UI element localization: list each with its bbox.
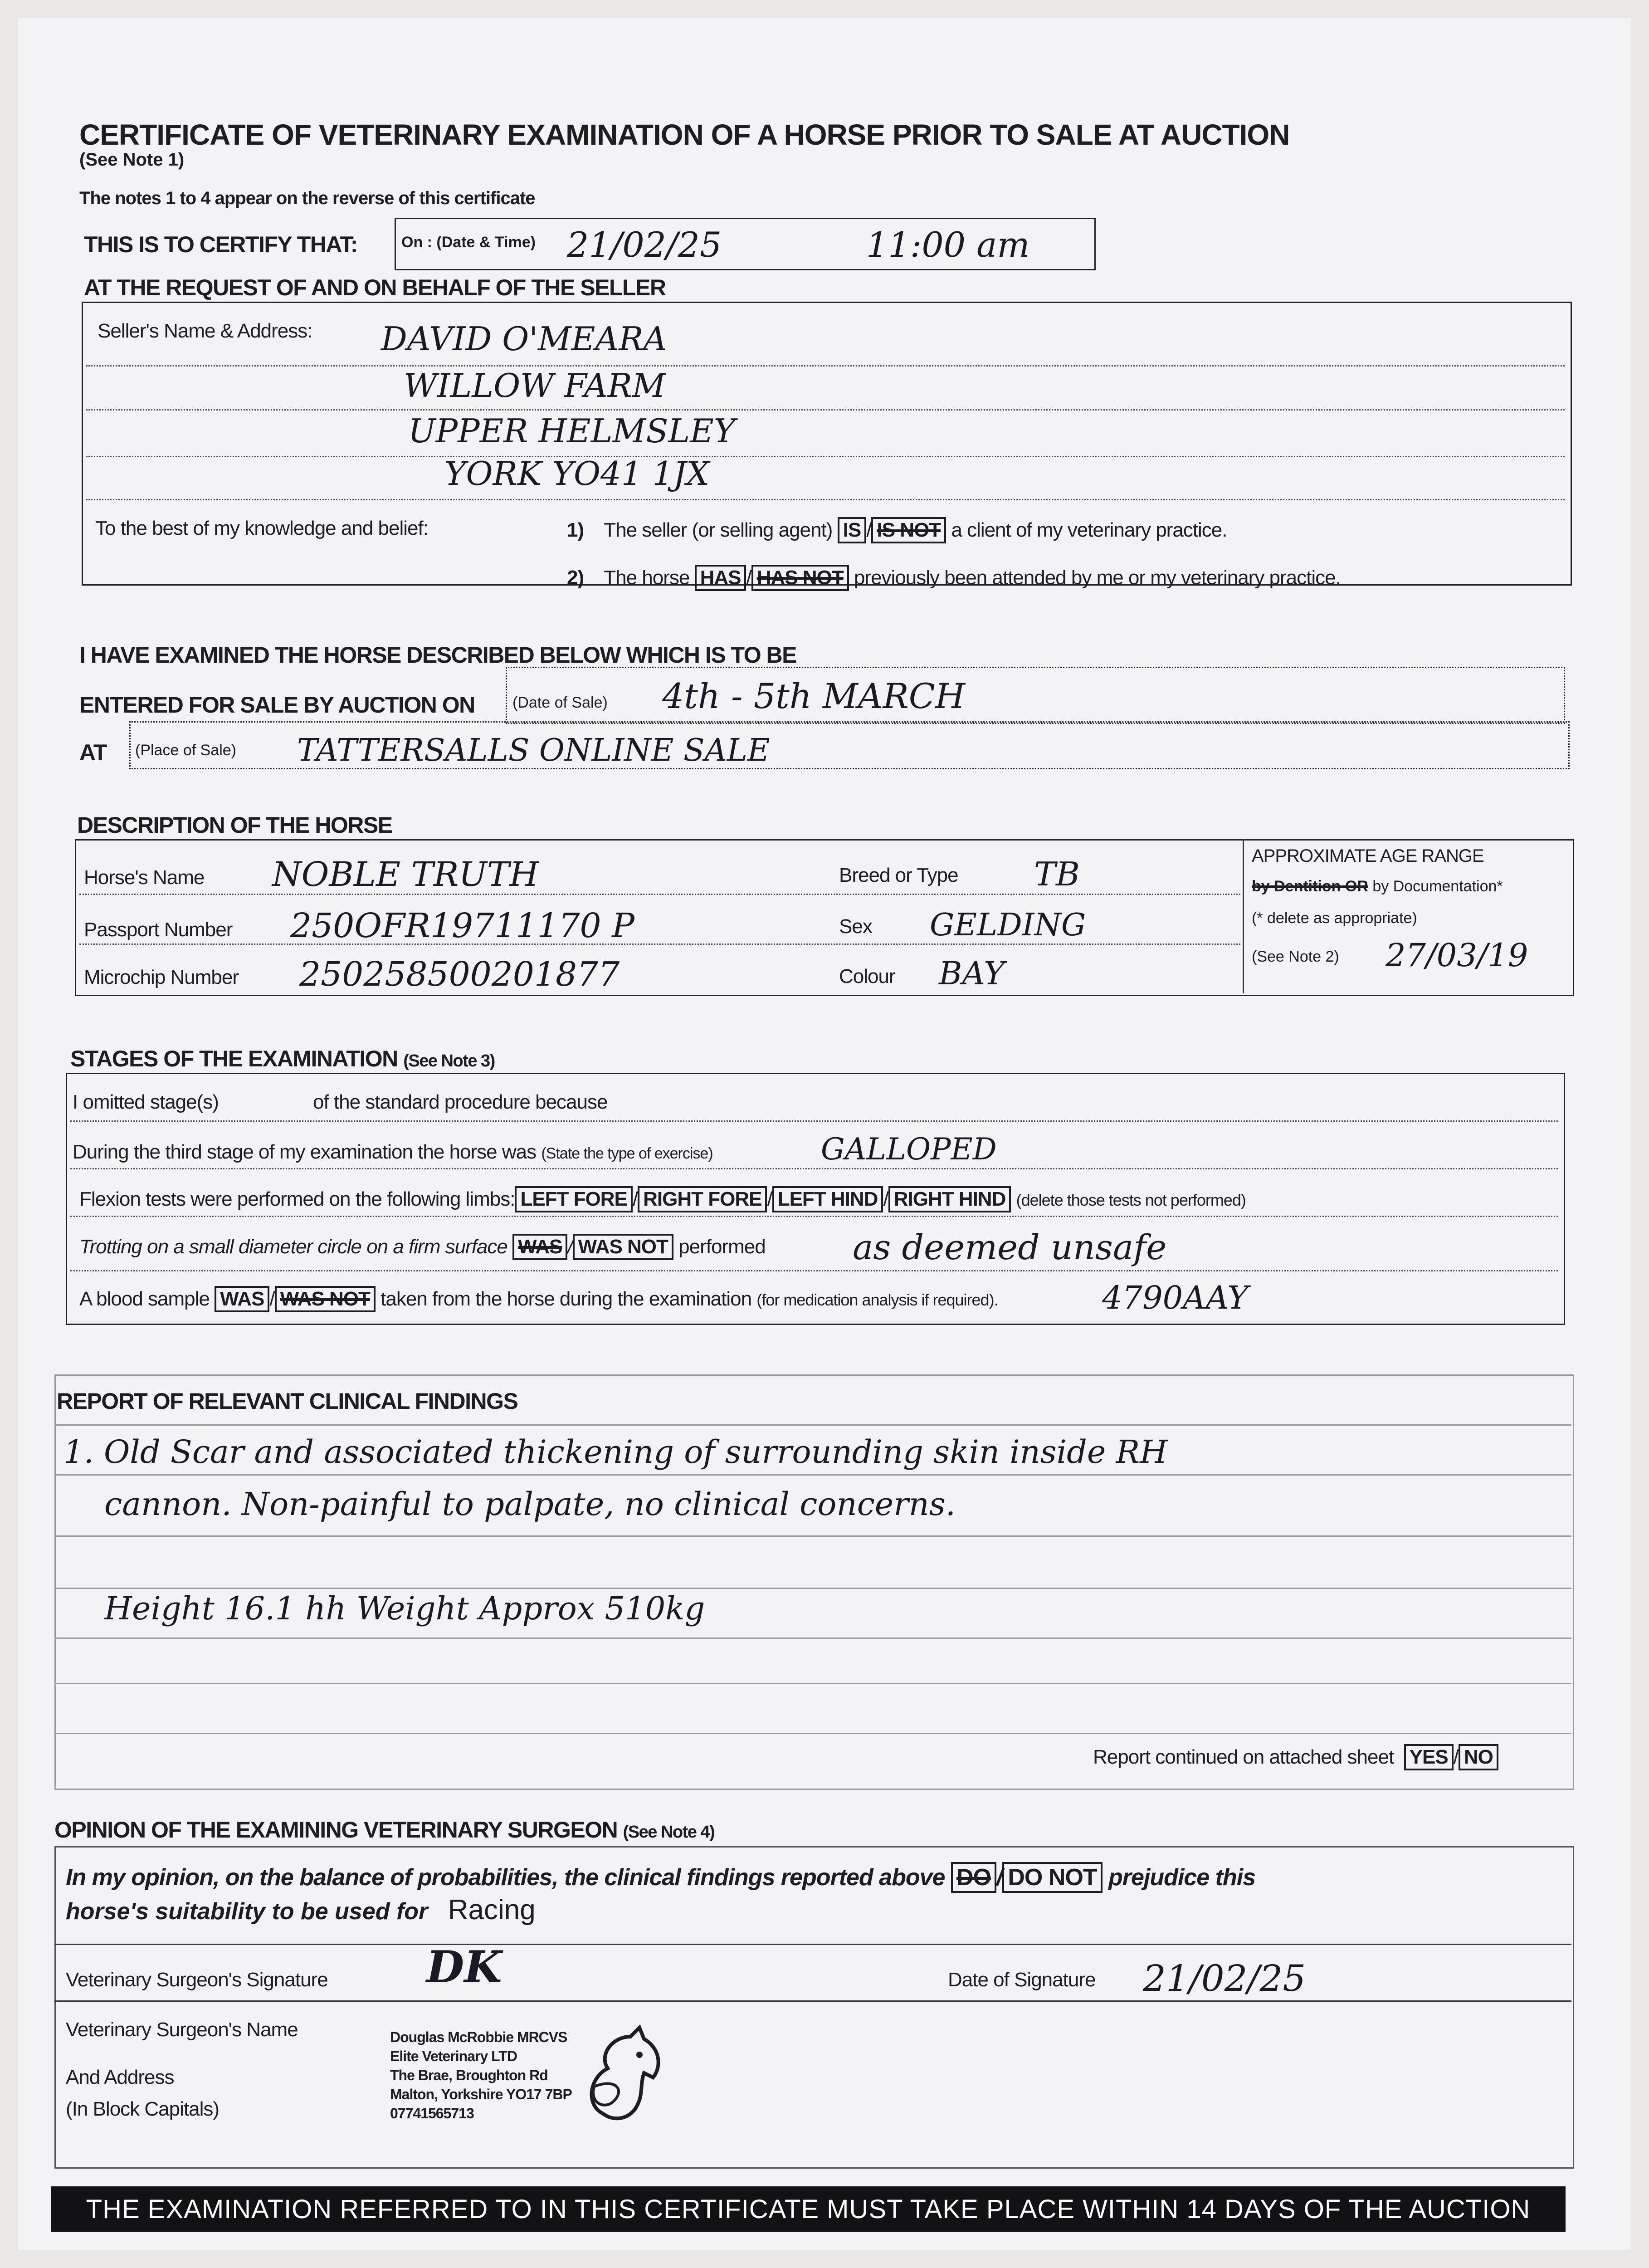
third-stage-label: During the third stage of my examination the horse was (State the type of exercise) xyxy=(73,1141,713,1163)
omitted-stage-label: I omitted stage(s) xyxy=(73,1091,219,1113)
horse-head-logo xyxy=(576,2023,667,2127)
age-heading: APPROXIMATE AGE RANGE xyxy=(1252,846,1484,866)
vet-name-label: Veterinary Surgeon's Name xyxy=(66,2019,298,2041)
signature-label: Veterinary Surgeon's Signature xyxy=(66,1969,328,1991)
findings-heading: REPORT OF RELEVANT CLINICAL FINDINGS xyxy=(57,1388,518,1414)
opinion-suitability: horse's suitability to be used for Racing xyxy=(66,1894,536,1926)
limb-right-fore: RIGHT FORE xyxy=(638,1186,767,1212)
breed-value: TB xyxy=(1034,855,1080,893)
certify-date: 21/02/25 xyxy=(567,225,722,265)
certify-time: 11:00 am xyxy=(866,225,1030,265)
finding-line-2: cannon. Non-painful to palpate, no clinical concerns. xyxy=(104,1486,956,1523)
sale-place-label: (Place of Sale) xyxy=(135,742,236,759)
entered-label: ENTERED FOR SALE BY AUCTION ON xyxy=(79,692,475,718)
description-heading: DESCRIPTION OF THE HORSE xyxy=(77,812,392,838)
microchip-value: 250258500201877 xyxy=(299,955,620,994)
trot-row: Trotting on a small diameter circle on a firm surface WAS / WAS NOT performed xyxy=(79,1234,766,1260)
colour-value: BAY xyxy=(939,955,1005,992)
knowledge-label: To the best of my knowledge and belief: xyxy=(95,517,428,539)
seller-address-3: YORK YO41 1JX xyxy=(444,455,710,493)
flexion-row: Flexion tests were performed on the following limbs: LEFT FORE / RIGHT FORE / LEFT HIND / RIGHT HIND (delete those tests not performed) xyxy=(79,1186,1246,1212)
microchip-label: Microchip Number xyxy=(84,966,239,988)
finding-line-1: 1. Old Scar and associated thickening of surrounding skin inside RH xyxy=(63,1433,1168,1471)
continued-no-option: NO xyxy=(1459,1744,1498,1770)
age-value: 27/03/19 xyxy=(1386,937,1528,974)
has-not-option: HAS NOT xyxy=(751,565,849,591)
breed-label: Breed or Type xyxy=(839,864,958,886)
horse-name-value: NOBLE TRUTH xyxy=(272,855,539,894)
finding-line-4: Height 16.1 hh Weight Approx 510kg xyxy=(104,1590,705,1627)
seller-address-1: WILLOW FARM xyxy=(404,367,666,405)
examined-heading: I HAVE EXAMINED THE HORSE DESCRIBED BELOW WHICH IS TO BE xyxy=(79,642,796,668)
certify-on-label: On : (Date & Time) xyxy=(401,234,536,251)
opinion-statement: In my opinion, on the balance of probabilities, the clinical findings reported above DO / DO NOT prejudice this xyxy=(66,1862,1255,1893)
sale-date-label: (Date of Sale) xyxy=(512,694,608,711)
certify-label: THIS IS TO CERTIFY THAT: xyxy=(84,232,357,257)
opinion-do-option: DO xyxy=(951,1862,996,1893)
limb-left-fore: LEFT FORE xyxy=(515,1186,632,1212)
certificate-title: CERTIFICATE OF VETERINARY EXAMINATION OF A HORSE PRIOR TO SALE AT AUCTION xyxy=(79,118,1290,151)
passport-label: Passport Number xyxy=(84,919,233,941)
age-method xyxy=(1252,878,1503,895)
sale-place-value: TATTERSALLS ONLINE SALE xyxy=(297,733,770,768)
date-of-signature-label: Date of Signature xyxy=(948,1969,1096,1991)
passport-value: 250OFR19711170 P xyxy=(290,906,634,945)
block-capitals-label: (In Block Capitals) xyxy=(66,2098,220,2120)
sex-label: Sex xyxy=(839,915,872,938)
seller-address-2: UPPER HELMSLEY xyxy=(408,412,736,450)
colour-label: Colour xyxy=(839,965,895,987)
blood-was-not-option: WAS NOT xyxy=(275,1286,376,1312)
has-option: HAS xyxy=(695,565,746,591)
sex-value: GELDING xyxy=(930,907,1086,943)
horse-name-label: Horse's Name xyxy=(84,866,205,889)
blood-was-option: WAS xyxy=(215,1286,269,1312)
vet-signature: DK xyxy=(426,1941,502,1993)
limb-left-hind: LEFT HIND xyxy=(772,1186,883,1212)
omitted-stage-reason-label: of the standard procedure because xyxy=(313,1091,608,1113)
blood-row: A blood sample WAS / WAS NOT taken from the horse during the examination (for medication analysis if required). xyxy=(79,1286,998,1312)
continued-yes-option: YES xyxy=(1404,1744,1454,1770)
is-not-option: IS NOT xyxy=(871,517,946,543)
date-of-signature-value: 21/02/25 xyxy=(1143,1957,1306,1999)
knowledge-item-1: 1) The seller (or selling agent) IS / IS NOT a client of my veterinary practice. xyxy=(567,517,1227,543)
sale-date-value: 4th - 5th MARCH xyxy=(662,676,966,716)
trot-reason: as deemed unsafe xyxy=(853,1227,1167,1267)
report-continued-row: Report continued on attached sheet YES / NO xyxy=(1093,1744,1498,1770)
footer-banner: THE EXAMINATION REFERRED TO IN THIS CERTIFICATE MUST TAKE PLACE WITHIN 14 DAYS OF THE AUCTION xyxy=(51,2186,1566,2232)
blood-reference: 4790AAY xyxy=(1102,1279,1249,1316)
age-by-documentation: by Documentation* xyxy=(1372,878,1503,895)
opinion-do-not-option: DO NOT xyxy=(1002,1862,1102,1893)
notes-line: The notes 1 to 4 appear on the reverse of this certificate xyxy=(79,188,535,208)
age-by-dentition: by Dentition OR xyxy=(1252,878,1368,895)
opinion-purpose: Racing xyxy=(448,1894,536,1926)
seller-label: Seller's Name & Address: xyxy=(98,320,312,342)
knowledge-item-2: 2) The horse HAS / HAS NOT previously been attended by me or my veterinary practice. xyxy=(567,565,1341,591)
vet-address-label: And Address xyxy=(66,2066,174,2088)
seller-name: DAVID O'MEARA xyxy=(381,320,667,358)
see-note-1: (See Note 1) xyxy=(79,150,185,170)
age-delete-note: (* delete as appropriate) xyxy=(1252,909,1417,927)
exercise-value: GALLOPED xyxy=(821,1132,997,1167)
trot-was-not-option: WAS NOT xyxy=(573,1234,673,1260)
request-heading: AT THE REQUEST OF AND ON BEHALF OF THE SELLER xyxy=(84,275,666,300)
at-label: AT xyxy=(79,740,107,765)
stages-heading: STAGES OF THE EXAMINATION (See Note 3) xyxy=(70,1046,495,1071)
limb-right-hind: RIGHT HIND xyxy=(888,1186,1011,1212)
age-see-note-2: (See Note 2) xyxy=(1252,948,1339,965)
trot-was-option: WAS xyxy=(512,1234,567,1260)
is-option: IS xyxy=(838,517,867,543)
opinion-heading: OPINION OF THE EXAMINING VETERINARY SURGEON (See Note 4) xyxy=(54,1817,715,1843)
vet-stamp: Douglas McRobbie MRCVS Elite Veterinary LTD The Brae, Broughton Rd Malton, Yorkshire YO17 7BP 07741565713 xyxy=(390,2029,572,2121)
certificate-sheet xyxy=(18,18,1631,2250)
